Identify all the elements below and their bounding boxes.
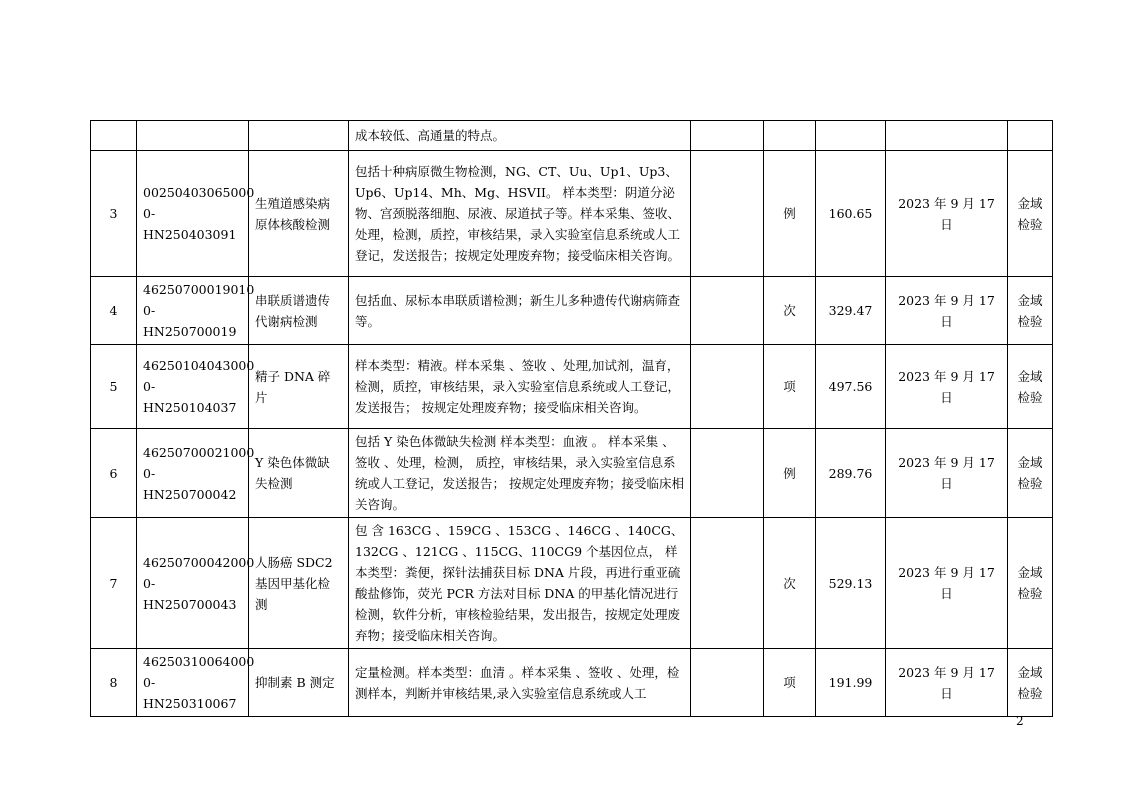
item-org: [1008, 121, 1053, 151]
item-code: 46250700019010 0-HN250700019: [137, 277, 249, 345]
item-date: 2023 年 9 月 17 日: [886, 518, 1008, 649]
item-name: Y 染色体微缺失检测: [249, 429, 349, 518]
item-org: 金域检验: [1008, 345, 1053, 429]
item-date: 2023 年 9 月 17 日: [886, 151, 1008, 277]
item-date: [886, 121, 1008, 151]
item-price: 289.76: [816, 429, 886, 518]
item-org: 金域检验: [1008, 151, 1053, 277]
item-date: 2023 年 9 月 17 日: [886, 345, 1008, 429]
table-row: [91, 429, 1053, 518]
item-code: [137, 121, 249, 151]
table-row: [91, 151, 1053, 277]
item-name: 人肠癌 SDC2 基因甲基化检测: [249, 518, 349, 649]
row-number: 4: [91, 277, 137, 345]
item-date: 2023 年 9 月 17 日: [886, 429, 1008, 518]
item-name: 串联质谱遗传代谢病检测: [249, 277, 349, 345]
item-note: [691, 151, 764, 277]
item-unit: [764, 121, 816, 151]
table-row: [91, 649, 1053, 717]
item-code: 46250104043000 0-HN250104037: [137, 345, 249, 429]
row-number: 8: [91, 649, 137, 717]
item-code: 46250310064000 0-HN250310067: [137, 649, 249, 717]
item-description: 样本类型：精液。样本采集 、签收 、处理,加试剂，温育，检测，质控，审核结果，录入实验室信息系统或人工登记，发送报告； 按规定处理废弃物；接受临床相关咨询。: [349, 345, 691, 429]
row-number: [91, 121, 137, 151]
row-number: 7: [91, 518, 137, 649]
item-unit: 项: [764, 345, 816, 429]
item-price: 160.65: [816, 151, 886, 277]
item-org: 金域检验: [1008, 518, 1053, 649]
item-org: 金域检验: [1008, 277, 1053, 345]
item-org: 金域检验: [1008, 429, 1053, 518]
item-unit: 例: [764, 429, 816, 518]
item-name: 精子 DNA 碎片: [249, 345, 349, 429]
item-description: 包 含 163CG 、159CG 、153CG 、146CG 、140CG、132CG 、121CG 、115CG、110CG9 个基因位点， 样本类型：粪便，探针法捕获目标 DNA 片段，再进行重亚硫酸盐修饰，荧光 PCR 方法对目标 DNA 的甲基化情况进行检测，软件分析，审核检验结果，发出报告，按规定处理废弃物；接受临床相关咨询。: [349, 518, 691, 649]
item-name: [249, 121, 349, 151]
item-description: 包括血、尿标本串联质谱检测；新生儿多种遗传代谢病筛查等。: [349, 277, 691, 345]
item-org: 金域检验: [1008, 649, 1053, 717]
item-description: 包括十种病原微生物检测，NG、CT、Uu、Up1、Up3、Up6、Up14、Mh、Mg、HSVII。 样本类型：阴道分泌物、宫颈脱落细胞、尿液、尿道拭子等。样本采集、签收、处理，检测，质控，审核结果，录入实验室信息系统或人工登记，发送报告；按规定处理废弃物；接受临床相关咨询。: [349, 151, 691, 277]
item-unit: 项: [764, 649, 816, 717]
item-price: 497.56: [816, 345, 886, 429]
fee-table: [90, 120, 1053, 717]
item-note: [691, 121, 764, 151]
table-row: [91, 277, 1053, 345]
table-row: [91, 345, 1053, 429]
item-code: 00250403065000 0-HN250403091: [137, 151, 249, 277]
page-number: 2: [1016, 714, 1024, 728]
item-unit: 次: [764, 518, 816, 649]
item-note: [691, 649, 764, 717]
item-note: [691, 429, 764, 518]
item-unit: 次: [764, 277, 816, 345]
item-description: 成本较低、高通量的特点。: [349, 121, 691, 151]
item-name: 抑制素 B 测定: [249, 649, 349, 717]
item-note: [691, 518, 764, 649]
table-row: [91, 518, 1053, 649]
item-unit: 例: [764, 151, 816, 277]
item-price: 329.47: [816, 277, 886, 345]
item-note: [691, 277, 764, 345]
table-row: [91, 121, 1053, 151]
row-number: 5: [91, 345, 137, 429]
item-date: 2023 年 9 月 17 日: [886, 649, 1008, 717]
row-number: 3: [91, 151, 137, 277]
item-name: 生殖道感染病原体核酸检测: [249, 151, 349, 277]
item-note: [691, 345, 764, 429]
item-price: [816, 121, 886, 151]
item-code: 46250700021000 0-HN250700042: [137, 429, 249, 518]
item-code: 46250700042000 0-HN250700043: [137, 518, 249, 649]
item-date: 2023 年 9 月 17 日: [886, 277, 1008, 345]
row-number: 6: [91, 429, 137, 518]
item-price: 191.99: [816, 649, 886, 717]
item-price: 529.13: [816, 518, 886, 649]
item-description: 包括 Y 染色体微缺失检测 样本类型：血液 。 样本采集 、签收 、处理，检测， 质控，审核结果，录入实验室信息系统或人工登记，发送报告； 按规定处理废弃物；接受临床相关咨询。: [349, 429, 691, 518]
item-description: 定量检测。样本类型：血清 。样本采集 、签收 、处理，检测样本，判断并审核结果,录入实验室信息系统或人工: [349, 649, 691, 717]
